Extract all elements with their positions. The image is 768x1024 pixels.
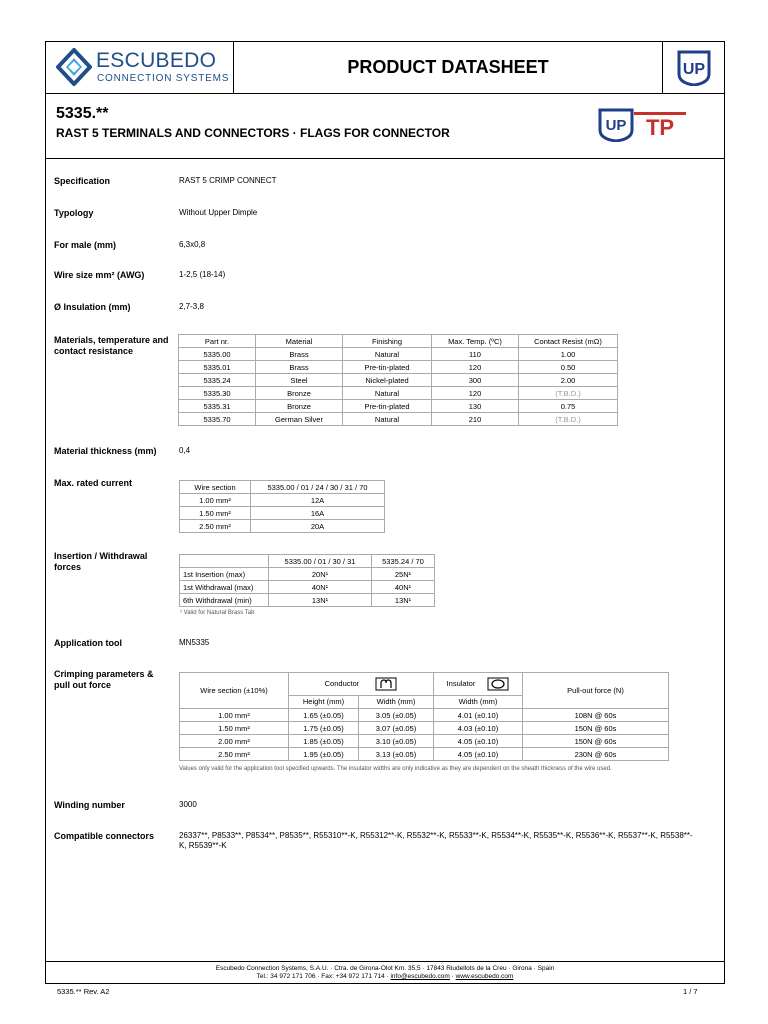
table-cell: 120 (432, 361, 519, 374)
footer-address (46, 965, 724, 981)
footer-line2 (46, 973, 724, 981)
page-number: 1 / 7 (683, 987, 698, 996)
brand-name: ESCUBEDO (96, 49, 217, 72)
table-cell: 3.13 (±0.05) (359, 748, 434, 761)
escubedo-diamond-icon (56, 48, 92, 86)
table-cell: Pre-tin-plated (343, 361, 432, 374)
product-subtitle: RAST 5 TERMINALS AND CONNECTORS · FLAGS FOR CONNECTOR (56, 126, 450, 140)
table-cell: Pre-tin-plated (343, 400, 432, 413)
table-header: Part nr. (179, 335, 256, 348)
insulation-label: Ø Insulation (mm) (54, 302, 131, 312)
table-row (180, 507, 385, 520)
for-male-value: 6,3x0,8 (179, 240, 206, 249)
footer-phone: Tel.: 34 972 171 706 · Fax: +34 972 171 714 · (256, 973, 391, 980)
table-cell: Nickel-plated (343, 374, 432, 387)
table-cell: 1st Insertion (max) (180, 568, 269, 581)
table-header-row (180, 673, 669, 696)
table-row (180, 568, 435, 581)
table-row (179, 413, 618, 426)
footer-separator: · (449, 973, 456, 980)
table-cell: Bronze (256, 400, 343, 413)
table-row (179, 387, 618, 400)
table-header: 5335.00 / 01 / 30 / 31 (269, 555, 372, 568)
table-cell: Natural (343, 387, 432, 400)
table-cell: 20N¹ (269, 568, 372, 581)
table-row (180, 722, 669, 735)
uptp-up-text: UP (605, 117, 627, 134)
table-cell: 2.00 mm² (180, 735, 289, 748)
table-cell: German Silver (256, 413, 343, 426)
table-header: Pull-out force (N) (523, 673, 669, 709)
compatible-label: Compatible connectors (54, 831, 155, 841)
forces-footnote: ¹ Valid for Natural Brass Tab (180, 610, 255, 616)
table-row (179, 400, 618, 413)
table-cell: 6th Withdrawal (min) (180, 594, 269, 607)
up-shield-icon (677, 50, 711, 86)
page-header (46, 42, 724, 94)
table-cell: 1.00 (519, 348, 618, 361)
table-cell: 1.50 mm² (180, 722, 289, 735)
crimping-footnote: Values only valid for the application tool specified upwards. The insulator widths are only indicative as they are dependent on the sheath thickness of the wire used. (179, 766, 612, 772)
table-cell: (T.B.D.) (519, 387, 618, 400)
materials-table (178, 334, 618, 426)
table-cell: 25N¹ (372, 568, 435, 581)
table-cell: Bronze (256, 387, 343, 400)
table-header: Finishing (343, 335, 432, 348)
table-header: Height (mm) (289, 695, 359, 708)
conductor-label: Conductor (324, 678, 360, 688)
table-header: Width (mm) (359, 695, 434, 708)
table-cell: 3.05 (±0.05) (359, 709, 434, 722)
table-cell: 12A (251, 494, 385, 507)
escubedo-logo (46, 42, 234, 93)
table-cell: 5335.24 (179, 374, 256, 387)
table-row (180, 748, 669, 761)
table-row (180, 581, 435, 594)
thickness-value: 0,4 (179, 446, 191, 455)
table-row (179, 348, 618, 361)
conductor-header (289, 673, 434, 696)
application-tool-label: Application tool (54, 638, 122, 648)
table-cell: Natural (343, 348, 432, 361)
table-cell: Brass (256, 348, 343, 361)
application-tool-value: MN5335 (179, 638, 210, 647)
winding-value: 3000 (179, 800, 197, 809)
table-cell: 1.00 mm² (180, 494, 251, 507)
table-row (179, 374, 618, 387)
table-header: Material (256, 335, 343, 348)
specification-label: Specification (54, 176, 111, 186)
table-cell: 3.07 (±0.05) (359, 722, 434, 735)
table-header-row (180, 555, 435, 568)
footer-email-link[interactable]: info@escubedo.com (390, 973, 450, 980)
table-cell: 108N @ 60s (523, 709, 669, 722)
uptp-logo (598, 108, 688, 142)
table-cell: 2.50 mm² (180, 520, 251, 533)
product-code: 5335.** (56, 105, 109, 122)
table-row (180, 594, 435, 607)
table-cell: Natural (343, 413, 432, 426)
table-header-row (180, 481, 385, 494)
table-cell: 40N¹ (372, 581, 435, 594)
wire-size-label: Wire size mm² (AWG) (54, 270, 145, 280)
table-header: 5335.24 / 70 (372, 555, 435, 568)
table-cell: 1.00 mm² (180, 709, 289, 722)
table-header: Wire section (±10%) (180, 673, 289, 709)
uptp-tp-text: TP (645, 115, 675, 140)
typology-label: Typology (54, 208, 94, 218)
table-header: Max. Temp. (ºC) (432, 335, 519, 348)
wire-size-value: 1-2,5 (18-14) (179, 270, 226, 279)
for-male-label: For male (mm) (54, 240, 117, 250)
table-cell: 1.50 mm² (180, 507, 251, 520)
specification-value: RAST 5 CRIMP CONNECT (179, 176, 277, 185)
table-cell: 5335.30 (179, 387, 256, 400)
table-cell: 2.50 mm² (180, 748, 289, 761)
table-cell: 120 (432, 387, 519, 400)
table-cell: Brass (256, 361, 343, 374)
table-cell: 4.05 (±0.10) (434, 748, 523, 761)
table-cell: 5335.00 (179, 348, 256, 361)
table-row (180, 494, 385, 507)
table-cell: 5335.70 (179, 413, 256, 426)
table-cell: 110 (432, 348, 519, 361)
table-header (180, 555, 269, 568)
crimping-label: Crimping parameters & pull out force (54, 669, 154, 690)
table-row (180, 735, 669, 748)
insulation-value: 2,7-3,8 (179, 302, 204, 311)
table-cell: 40N¹ (269, 581, 372, 594)
insulator-label: Insulator (446, 678, 476, 688)
forces-table (179, 554, 435, 607)
table-cell: 13N¹ (269, 594, 372, 607)
typology-value: Without Upper Dimple (179, 208, 258, 217)
table-header-row (179, 335, 618, 348)
table-header: Wire section (180, 481, 251, 494)
table-cell: 1.95 (±0.05) (289, 748, 359, 761)
insulator-crimp-icon (487, 677, 509, 691)
table-header: Contact Resist (mΩ) (519, 335, 618, 348)
max-current-label: Max. rated current (54, 478, 133, 488)
table-cell: 1.75 (±0.05) (289, 722, 359, 735)
header-divider (46, 158, 724, 159)
conductor-crimp-icon (375, 677, 397, 691)
table-cell: 16A (251, 507, 385, 520)
table-cell: 4.01 (±0.10) (434, 709, 523, 722)
page-title: PRODUCT DATASHEET (347, 57, 549, 77)
materials-label: Materials, temperature and contact resistance (54, 335, 169, 356)
table-cell: 1.65 (±0.05) (289, 709, 359, 722)
datasheet-frame (45, 41, 725, 984)
table-cell: 210 (432, 413, 519, 426)
up-logo-text: UP (682, 60, 705, 78)
brand-subtitle: CONNECTION SYSTEMS (97, 73, 230, 84)
table-cell: 0.75 (519, 400, 618, 413)
table-cell: 13N¹ (372, 594, 435, 607)
footer-web-link[interactable]: www.escubedo.com (455, 973, 514, 980)
table-cell: 5335.01 (179, 361, 256, 374)
table-cell: 230N @ 60s (523, 748, 669, 761)
table-cell: 2.00 (519, 374, 618, 387)
table-cell: 20A (251, 520, 385, 533)
compatible-value: 26337**, P8533**, P8534**, P8535**, R55310**-K, R55312**-K, R5532**-K, R5533**-K, R5534**-K, R5535**-K, R5536**-K, R5537**-K, R5538**-K, R5539**-K (179, 831, 693, 850)
table-header: 5335.00 / 01 / 24 / 30 / 31 / 70 (251, 481, 385, 494)
footer-divider (46, 961, 724, 962)
crimping-table (179, 672, 669, 761)
thickness-label: Material thickness (mm) (54, 446, 157, 456)
current-table (179, 480, 385, 533)
forces-label: Insertion / Withdrawal forces (54, 551, 148, 572)
table-header: Width (mm) (434, 695, 523, 708)
table-row (180, 520, 385, 533)
footer-line1: Escubedo Connection Systems, S.A.U. · Ctra. de Girona-Olot Km. 35,5 · 17843 Riudellots de la Creu · Girona · Spain (215, 965, 555, 972)
table-cell: 1.85 (±0.05) (289, 735, 359, 748)
table-cell: 150N @ 60s (523, 735, 669, 748)
winding-label: Winding number (54, 800, 125, 810)
table-cell: 4.03 (±0.10) (434, 722, 523, 735)
table-cell: 0.50 (519, 361, 618, 374)
table-cell: 3.10 (±0.05) (359, 735, 434, 748)
up-logo (662, 42, 724, 93)
table-cell: 300 (432, 374, 519, 387)
revision-label: 5335.** Rev. A2 (57, 987, 110, 996)
table-cell: 150N @ 60s (523, 722, 669, 735)
table-cell: (T.B.D.) (519, 413, 618, 426)
insulator-header (434, 673, 523, 696)
table-row (180, 709, 669, 722)
table-cell: 130 (432, 400, 519, 413)
table-cell: 4.05 (±0.10) (434, 735, 523, 748)
table-cell: 1st Withdrawal (max) (180, 581, 269, 594)
table-cell: Steel (256, 374, 343, 387)
table-cell: 5335.31 (179, 400, 256, 413)
table-row (179, 361, 618, 374)
